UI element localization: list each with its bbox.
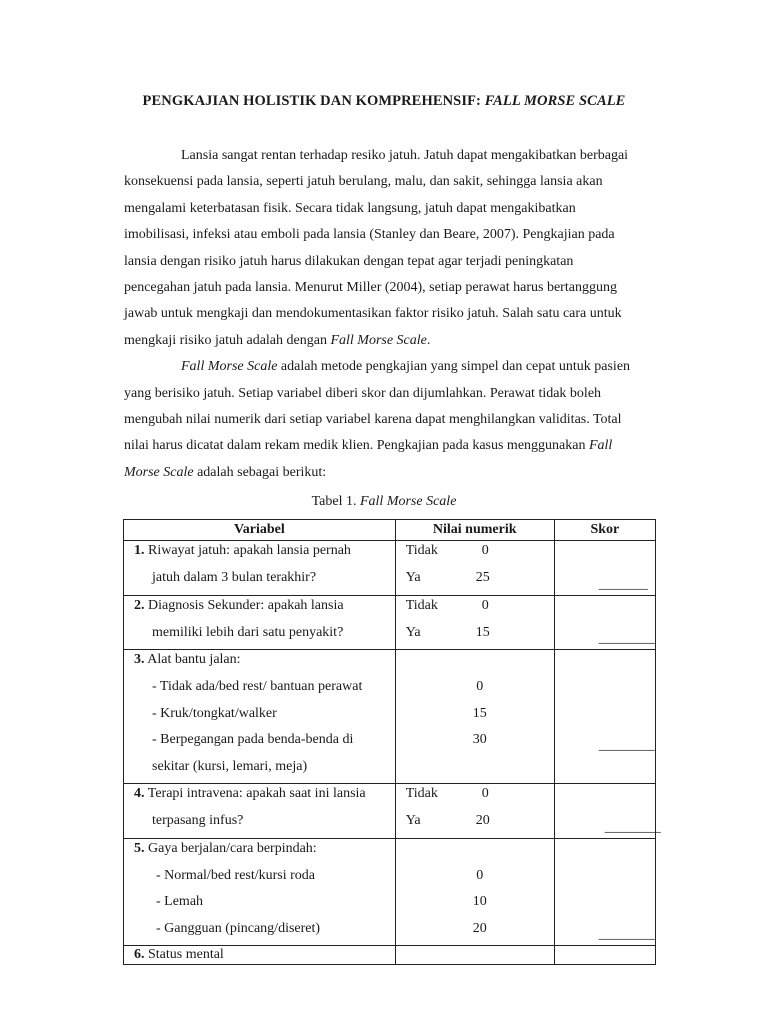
table-row <box>124 946 656 965</box>
nilai-cell <box>395 650 554 784</box>
table-row <box>124 595 656 650</box>
skor-cell <box>554 541 655 596</box>
option-value: 0 <box>481 786 489 801</box>
paragraph-line <box>124 354 664 380</box>
nilai-cell <box>395 784 554 839</box>
list-item: - Kruk/tongkat/walker <box>152 705 277 721</box>
option-line <box>396 541 554 568</box>
variabel-line <box>124 541 395 568</box>
skor-blank: ________ <box>598 738 655 753</box>
skor-cell <box>554 650 655 784</box>
paragraph-line <box>124 460 664 486</box>
paragraph-line: mengalami keterbatasan fisik. Secara tidak langsung, jatuh dapat mengakibatkan <box>124 200 576 216</box>
numeric-value: 10 <box>472 894 487 909</box>
text-run-italic: Fall Morse Scale <box>181 359 278 375</box>
option-line <box>396 623 554 650</box>
variabel-line <box>124 946 395 964</box>
list-item: - Berpegangan pada benda-benda di <box>152 732 354 747</box>
nilai-cell <box>395 838 554 946</box>
variabel-cell <box>124 541 396 596</box>
numeric-value: 0 <box>476 679 484 694</box>
list-item: - Normal/bed rest/kursi roda <box>156 867 316 883</box>
row-number: 4. <box>134 786 145 801</box>
skor-cell <box>554 946 655 965</box>
header-skor: Skor <box>554 520 655 541</box>
text-run: adalah metode pengkajian yang simpel dan cepat untuk pasien <box>277 359 631 375</box>
paragraph-line: konsekuensi pada lansia, seperti jatuh berulang, malu, dan sakit, sehingga lansia akan <box>124 174 603 190</box>
variabel-line <box>124 784 395 811</box>
variabel-line: terpasang infus? <box>152 813 244 828</box>
variabel-line: jatuh dalam 3 bulan terakhir? <box>152 570 317 585</box>
nilai-cell <box>395 595 554 650</box>
header-variabel: Variabel <box>124 520 396 541</box>
paragraph-line: Lansia sangat rentan terhadap resiko jatuh. Jatuh dapat mengakibatkan berbagai <box>181 148 629 163</box>
option-label: Tidak <box>405 597 438 613</box>
table-row <box>124 650 656 784</box>
numeric-value: 20 <box>472 920 487 936</box>
variabel-cell <box>124 784 396 839</box>
skor-blank: ________ <box>598 631 655 646</box>
skor-blank: ________ <box>604 819 661 835</box>
variabel-line: memiliki lebih dari satu penyakit? <box>152 624 344 640</box>
caption-prefix: Tabel 1. <box>311 494 360 509</box>
option-value: 15 <box>475 624 490 640</box>
skor-cell <box>554 784 661 839</box>
option-label: Ya <box>405 570 421 585</box>
table-header-row <box>124 520 656 541</box>
variabel-text: Diagnosis Sekunder: apakah lansia <box>144 597 344 613</box>
fall-morse-table <box>123 519 661 965</box>
variabel-cell <box>124 650 396 784</box>
nilai-cell <box>395 541 554 596</box>
option-line <box>396 568 554 595</box>
header-nilai-numerik: Nilai numerik <box>395 520 554 541</box>
variabel-cell <box>124 595 396 650</box>
option-value: 20 <box>475 813 490 828</box>
option-label: Tidak <box>405 786 438 801</box>
paragraph-line: imobilisasi, infeksi atau emboli pada lansia (Stanley dan Beare, 2007). Pengkajian pada <box>124 227 615 243</box>
text-run: . <box>426 332 431 348</box>
skor-blank: _______ <box>598 576 648 592</box>
text-run: nilai harus dicatat dalam rekam medik klien. Pengkajian pada kasus menggunakan <box>124 438 589 454</box>
option-line <box>396 596 554 623</box>
table-caption <box>0 494 768 510</box>
text-run-italic: Fall <box>588 438 613 454</box>
option-label: Ya <box>405 813 421 828</box>
spacer <box>396 650 554 677</box>
row-number: 6. <box>134 947 145 962</box>
numeric-value: 15 <box>472 705 487 721</box>
numeric-value: 0 <box>476 867 484 883</box>
option-value: 25 <box>475 570 490 585</box>
paragraph-line <box>124 328 664 354</box>
variabel-cell <box>124 946 396 965</box>
page-title <box>0 93 768 110</box>
paragraph-line: jawab untuk mengkaji dan mendokumentasikan faktor risiko jatuh. Salah satu cara untuk <box>124 306 622 322</box>
option-label: Ya <box>405 624 421 640</box>
text-run: mengkaji risiko jatuh adalah dengan <box>124 332 331 348</box>
variabel-text: Status mental <box>144 947 224 962</box>
variabel-line <box>124 596 395 623</box>
row-number: 3. <box>134 652 145 667</box>
text-run: adalah sebagai berikut: <box>193 464 327 480</box>
table-row <box>124 541 656 596</box>
numeric-value: 30 <box>472 732 487 747</box>
title-main: PENGKAJIAN HOLISTIK DAN KOMPREHENSIF: <box>142 93 485 109</box>
paragraph-line: mengubah nilai numerik dari setiap variabel karena dapat menghilangkan validitas. Total <box>124 412 622 428</box>
nilai-cell <box>395 946 554 965</box>
list-item-continuation: sekitar (kursi, lemari, meja) <box>152 758 308 774</box>
table-row <box>124 784 656 839</box>
variabel-text: Riwayat jatuh: apakah lansia pernah <box>144 543 351 558</box>
variabel-text: Terapi intravena: apakah saat ini lansia <box>144 786 366 801</box>
variabel-text: Alat bantu jalan: <box>144 652 241 667</box>
variabel-line <box>124 839 395 866</box>
variabel-cell <box>124 838 396 946</box>
option-value: 0 <box>481 543 489 558</box>
text-run-italic: Morse Scale <box>124 464 194 480</box>
spacer <box>396 839 554 866</box>
option-label: Tidak <box>405 543 438 558</box>
skor-blank: ________ <box>598 927 655 942</box>
option-value: 0 <box>481 597 489 613</box>
paragraph-intro <box>124 143 664 486</box>
paragraph-line: pencegahan jatuh pada lansia. Menurut Miller (2004), setiap perawat harus bertanggung <box>124 280 617 296</box>
paragraph-line: lansia dengan risiko jatuh harus dilakukan dengan tepat agar terjadi peningkatan <box>124 253 574 269</box>
skor-cell <box>554 838 655 946</box>
row-number: 1. <box>134 543 145 558</box>
paragraph-line <box>124 433 664 459</box>
skor-cell <box>554 595 655 650</box>
list-item: - Lemah <box>156 894 204 909</box>
row-number: 2. <box>134 597 145 613</box>
list-item: - Gangguan (pincang/diseret) <box>156 920 321 936</box>
table-row <box>124 838 656 946</box>
variabel-line <box>124 650 395 677</box>
text-run-italic: Fall Morse Scale <box>330 332 427 348</box>
option-line <box>396 811 554 838</box>
row-number: 5. <box>134 840 145 856</box>
paragraph-line: yang berisiko jatuh. Setiap variabel diberi skor dan dijumlahkan. Perawat tidak boleh <box>124 385 602 401</box>
title-italic: FALL MORSE SCALE <box>484 93 626 109</box>
list-item: - Tidak ada/bed rest/ bantuan perawat <box>152 679 363 694</box>
variabel-text: Gaya berjalan/cara berpindah: <box>144 840 317 856</box>
caption-italic: Fall Morse Scale <box>359 494 457 509</box>
option-line <box>396 784 554 811</box>
